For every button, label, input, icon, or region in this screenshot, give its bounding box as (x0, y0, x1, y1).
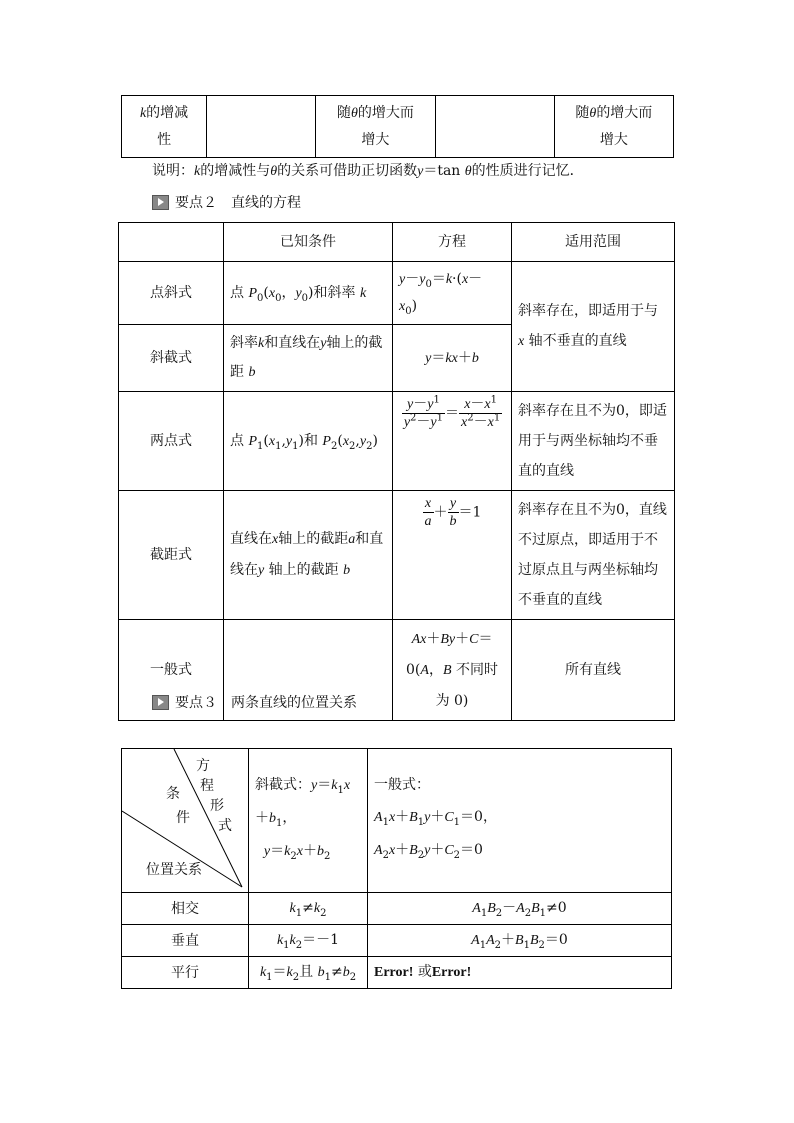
general-perpendicular: $A_1A_2+B_1B_2=0$ (368, 925, 672, 957)
fraction-xa: $\frac{x}{a}$ (424, 496, 432, 529)
corner-label-jian: 件 (176, 810, 190, 826)
equation-two-point: $\frac{y-y^1}{y^2-y^1}$ ＝ $\frac{x-x^1}{x^2-x^1}$ (393, 392, 512, 491)
relation-intersect: 相交 (122, 893, 249, 925)
slope-perpendicular: $k_1k_2=-1$ (249, 925, 368, 957)
header-empty (119, 223, 224, 262)
scope-general: 所有直线 (512, 620, 675, 721)
line-equation-table (118, 222, 675, 721)
general-form-header: 一般式： $A_1x+B_1y+C_1=0$， $A_2x+B_2y+C_2=0$ (368, 749, 672, 893)
section2-title: 要点２ 直线的方程 (175, 195, 301, 211)
row-name-intercept: 截距式 (119, 491, 224, 620)
play-icon (152, 695, 169, 710)
slope-intercept-header: 斜截式：$y=k_1x$ $+b_1$， $y=k_2x+b_2$ (249, 749, 368, 893)
row-name-point-slope: 点斜式 (119, 262, 224, 325)
condition-two-point: 点 $P_1(x_1,y_1)$和 $P_2(x_2,y_2)$ (224, 392, 393, 491)
condition-point-slope: 点 $P_0(x_0$，$y_0$)和斜率 k (224, 262, 393, 325)
corner-label-xing: 形 (210, 798, 224, 814)
header-scope: 适用范围 (512, 223, 675, 262)
scope-point-slope: 斜率存在，即适用于与 x 轴不垂直的直线 (512, 262, 675, 392)
row-name-two-point: 两点式 (119, 392, 224, 491)
relation-perpendicular: 垂直 (122, 925, 249, 957)
condition-slope-intercept: 斜率k和直线在y轴上的截距 b (224, 325, 393, 392)
row-name-slope-intercept: 斜截式 (119, 325, 224, 392)
fraction-x: $\frac{x-x^1}{x^2-x^1}$ (461, 394, 501, 430)
section2-heading (152, 192, 301, 212)
scope-two-point: 斜率存在且不为0，即适用于与两坐标轴均不垂直的直线 (512, 392, 675, 491)
section3-heading (152, 692, 357, 712)
monotonicity-cell-empty-2 (435, 96, 554, 158)
corner-label-fang: 方 (196, 758, 210, 774)
corner-label-tiao: 条 (166, 786, 180, 802)
monotonicity-label: k的增减 性 (122, 96, 207, 158)
monotonicity-table (121, 95, 674, 158)
diagonal-header (122, 749, 249, 893)
equation-intercept: $\frac{x}{a}$ ＋ $\frac{y}{b}$ ＝1 (393, 491, 512, 620)
section3-title: 要点３ 两条直线的位置关系 (175, 695, 357, 711)
fraction-y: $\frac{y-y^1}{y^2-y^1}$ (403, 394, 443, 430)
general-intersect: $A_1B_2-A_2B_1\ne 0$ (368, 893, 672, 925)
monotonicity-cell-empty-1 (207, 96, 316, 158)
row-name-general: 一般式 (119, 620, 224, 721)
play-icon (152, 195, 169, 210)
corner-label-cheng: 程 (200, 778, 214, 794)
scope-intercept: 斜率存在且不为0，直线不过原点，即适用于不过原点且与两坐标轴均不垂直的直线 (512, 491, 675, 620)
condition-intercept: 直线在x轴上的截距a和直线在y 轴上的截距 b (224, 491, 393, 620)
corner-label-shi: 式 (218, 818, 232, 834)
equation-point-slope: $y-y_0=k\cdot(x-$ $x_0$) (393, 262, 512, 325)
monotonicity-note: 说明：k的增减性与θ的关系可借助正切函数y＝tan θ的性质进行记忆． (152, 163, 584, 179)
equation-slope-intercept: y＝kx＋b (393, 325, 512, 392)
monotonicity-cell-increasing-2: 随θ的增大而 增大 (554, 96, 673, 158)
relation-parallel: 平行 (122, 957, 249, 989)
equation-general: Ax＋By＋C＝ 0(A，B 不同时 为 0) (393, 620, 512, 721)
header-condition: 已知条件 (224, 223, 393, 262)
header-equation: 方程 (393, 223, 512, 262)
fraction-yb: $\frac{y}{b}$ (449, 496, 457, 529)
corner-label-bottom: 位置关系 (146, 862, 202, 878)
general-parallel: Error! 或Error! (368, 957, 672, 989)
monotonicity-cell-increasing-1: 随θ的增大而 增大 (316, 96, 435, 158)
position-relation-table (121, 748, 672, 989)
slope-parallel: $k_1=k_2$且 $b_1\ne b_2$ (249, 957, 368, 989)
slope-intersect: $k_1\ne k_2$ (249, 893, 368, 925)
